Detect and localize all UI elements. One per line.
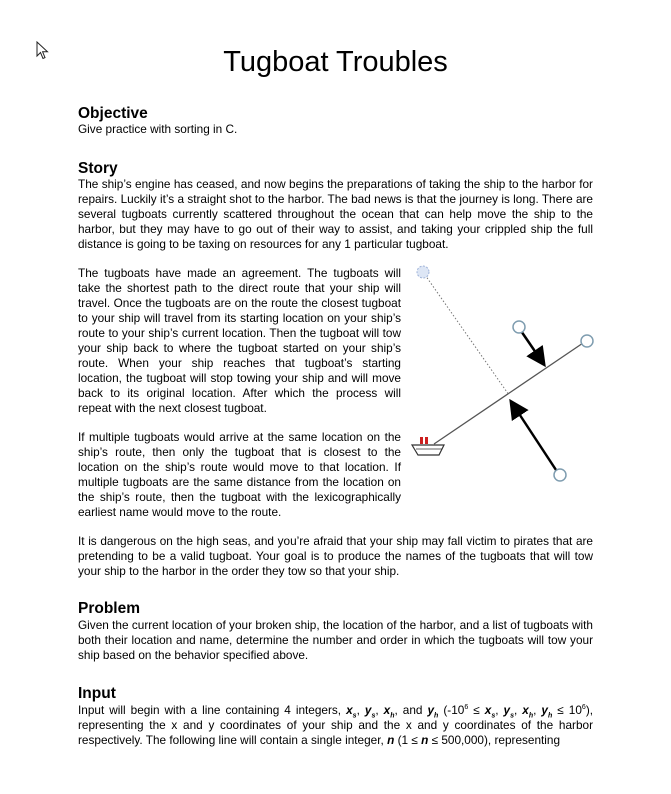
- input-text: Input will begin with a line containing 4 integers, $x_s$, $y_s$, $x_h$, and $y_h$ ($-10^6 \le x_s$, $y_s$, $x_h$, $y_h \le 10^6$), representing the x and y coordinates of your ship and the x and y coordinates of the harbor respectively. The following line will contain a single integer, n (1 ≤ n ≤ 500,000), representing: [78, 703, 594, 747]
- tugboat-arrow-1: [519, 328, 543, 363]
- objective-heading: Objective: [78, 105, 148, 122]
- var-yh: $y_h$: [427, 703, 439, 720]
- harbor-icon: [581, 335, 593, 347]
- tugboat-icon-1: [513, 321, 525, 333]
- input-heading: Input: [78, 685, 116, 702]
- page-title: Tugboat Troubles: [223, 46, 448, 78]
- problem-text: Given the current location of your broken ship, the location of the harbor, and a list of tugboats with both their location and name, determine the number and order in which the tugboats will tow your ship based on the behavior specified above.: [78, 618, 593, 662]
- objective-text: Give practice with sorting in C.: [78, 122, 238, 136]
- story-heading: Story: [78, 160, 118, 177]
- tugboat-diagram: [405, 258, 605, 488]
- story-paragraph-4: It is dangerous on the high seas, and you’re afraid that your ship may fall victim to pirates that are pretending to be a valid tugboat. Your goal is to produce the names of the tugboats that will tow your ship to the harbor in the order they tow so that your ship.: [78, 534, 593, 578]
- story-paragraph-1: The ship’s engine has ceased, and now begins the preparations of taking the ship to the harbor for repairs. Luckily it’s a straight shot to the harbor. The bad news is that the journey is long. There are several tugboats currently scattered throughout the ocean that can help move the ship to the harbor, but they may have to go out of their way to assist, and taking your crippled ship the full distance is going to be taxing on resources for any 1 particular tugboat.: [78, 177, 593, 251]
- story-paragraph-2: The tugboats have made an agreement. The tugboats will take the shortest path to the direct route that your ship will travel. Once the tugboats are on the route the closest tugboat to your ship will travel from its starting location on your ship’s route to your ship’s current location. Then the tugboat will tow your ship back to where the tugboat started on your ship’s route. When your ship reaches that tugboat’s starting location, the tugboat will stop towing your ship and will move back to its original location. After which the process will repeat with the next closest tugboat.: [78, 266, 401, 415]
- var-ys: $y_s$: [364, 703, 376, 720]
- tugboat-icon-2: [554, 469, 566, 481]
- story-paragraph-3: If multiple tugboats would arrive at the same location on the ship’s route, then only the tugboat that is closest to the location on the ship’s route would move to that location. If multiple tugboats are the same distance from the location on the ship’s route, then the tugboat with the lexicographically earliest name would move to the route.: [78, 430, 401, 519]
- ghost-tugboat-path: [423, 272, 509, 395]
- var-xs: $x_s$: [346, 703, 357, 720]
- ghost-tugboat-icon: [417, 266, 429, 278]
- ship-route-line: [434, 341, 586, 444]
- var-n: n: [387, 733, 395, 747]
- problem-heading: Problem: [78, 600, 141, 617]
- var-xh: $x_h$: [383, 703, 395, 720]
- tugboat-arrow-2: [512, 403, 558, 473]
